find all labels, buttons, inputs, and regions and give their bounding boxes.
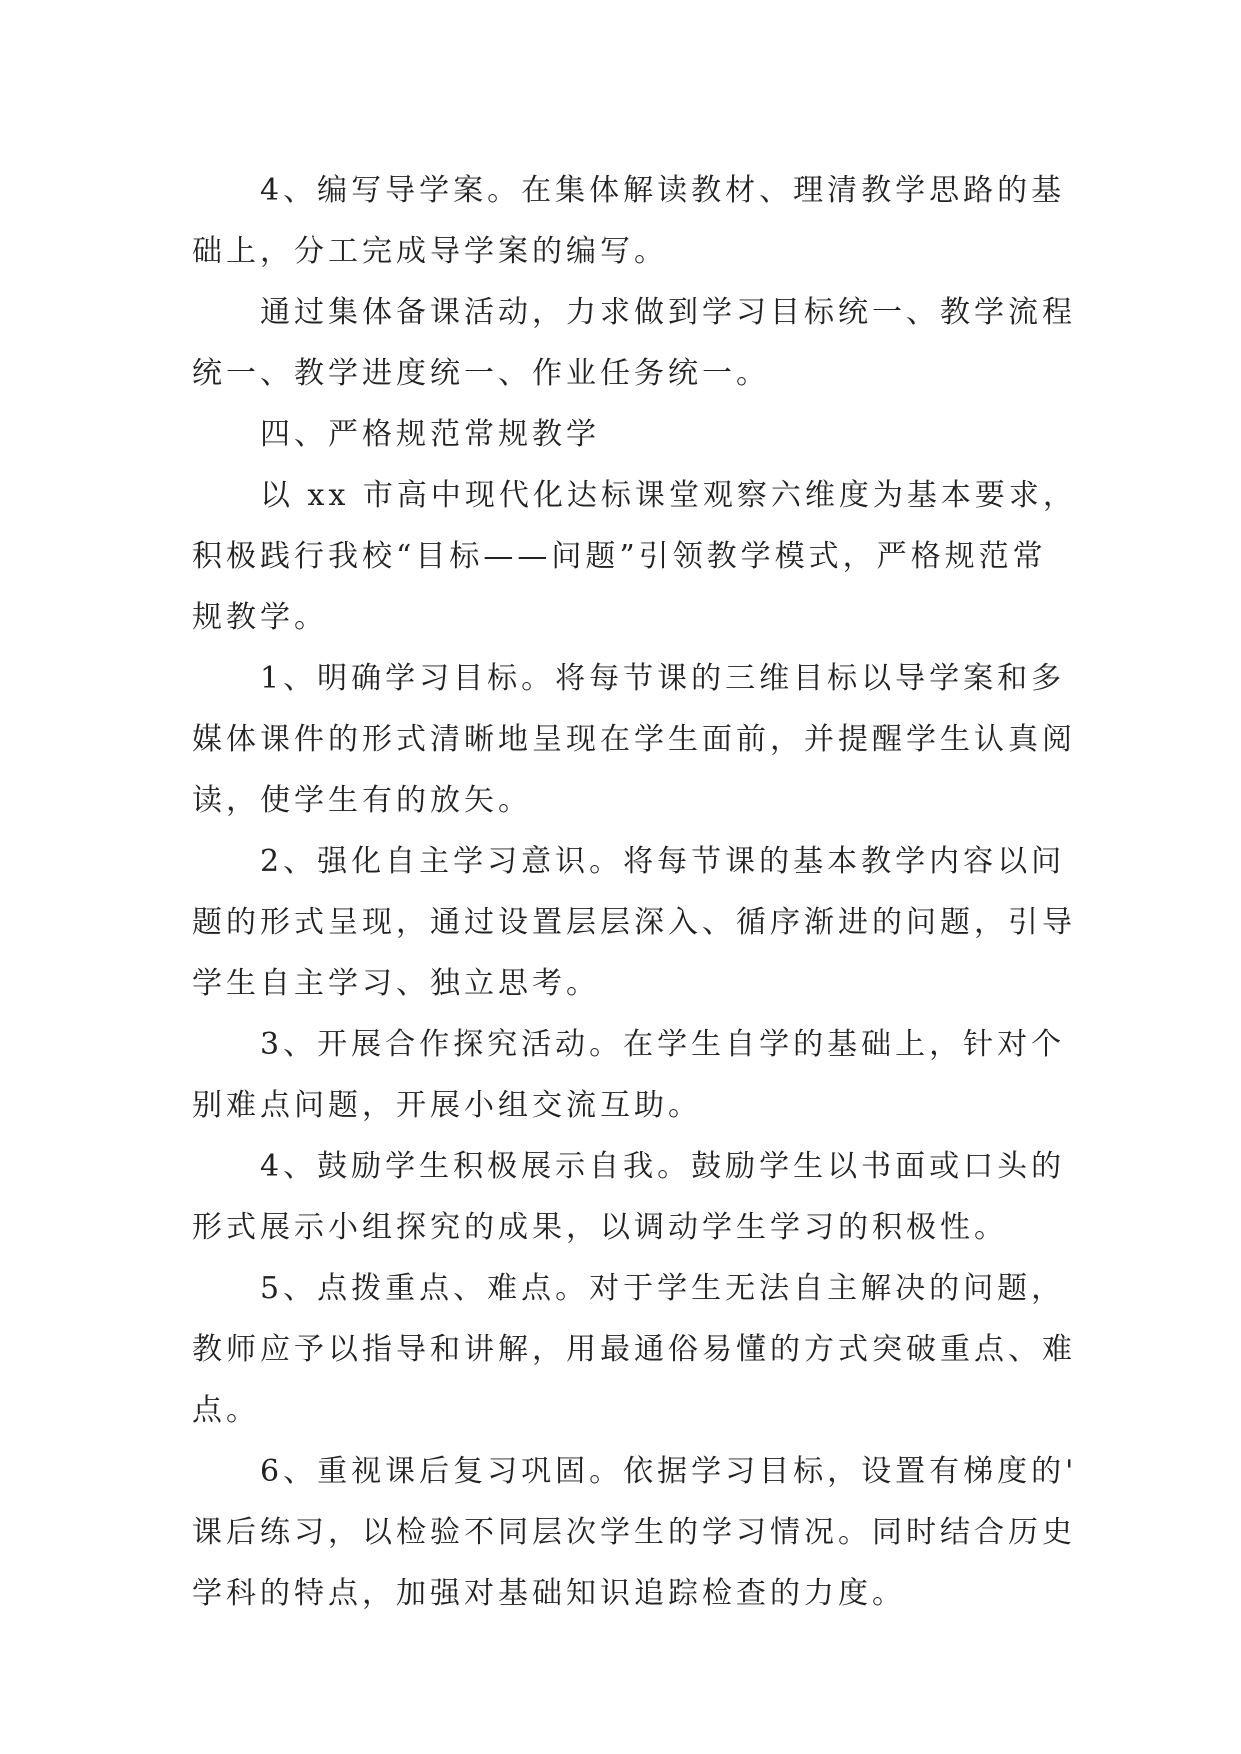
text-line: 4、鼓励学生积极展示自我。鼓励学生以书面或口头的 [260,1149,1066,1184]
text-line: 课后练习，以检验不同层次学生的学习情况。同时结合历史 [192,1515,1076,1550]
paragraph-item-2 [192,831,1076,1014]
text-line: 形式展示小组探究的成果，以调动学生学习的积极性。 [192,1210,1008,1245]
text-line: 学科的特点，加强对基础知识追踪检查的力度。 [192,1576,906,1611]
text-line: 以 xx 市高中现代化达标课堂观察六维度为基本要求， [260,478,1077,513]
text-line: 6、重视课后复习巩固。依据学习目标，设置有梯度的' [260,1454,1078,1489]
text-line: 积极践行我校“目标——问题”引领教学模式，严格规范常 [192,539,1047,574]
text-line: 础上，分工完成导学案的编写。 [192,234,668,269]
text-line: 4、编写导学案。在集体解读教材、理清教学思路的基 [260,173,1066,208]
paragraph-collective-prep [192,282,1076,404]
section-heading [192,404,1048,465]
paragraph-item-6 [192,1441,1078,1624]
text-line: 题的形式呈现，通过设置层层深入、循序渐进的问题，引导 [192,905,1076,940]
text-line: 别难点问题，开展小组交流互助。 [192,1088,702,1123]
paragraph-item-4 [192,1136,1066,1258]
text-line: 点。 [192,1393,260,1428]
text-line: 统一、教学进度统一、作业任务统一。 [192,356,770,391]
text-line: 读，使学生有的放矢。 [192,783,532,818]
paragraph-item-5 [192,1258,1076,1441]
text-line: 5、点拨重点、难点。对于学生无法自主解决的问题， [260,1271,1066,1306]
text-line: 2、强化自主学习意识。将每节课的基本教学内容以问 [260,844,1066,879]
paragraph-lesson-plan [192,160,1066,282]
text-line: 教师应予以指导和讲解，用最通俗易懂的方式突破重点、难 [192,1332,1076,1367]
text-line: 学生自主学习、独立思考。 [192,966,600,1001]
paragraph-item-3 [192,1014,1066,1136]
text-line: 媒体课件的形式清晰地呈现在学生面前，并提醒学生认真阅 [192,722,1076,757]
document-body [192,160,1078,1624]
text-line: 1、明确学习目标。将每节课的三维目标以导学案和多 [260,661,1066,696]
heading-line: 四、严格规范常规教学 [260,417,600,452]
text-line: 3、开展合作探究活动。在学生自学的基础上，针对个 [260,1027,1066,1062]
paragraph-item-1 [192,648,1076,831]
paragraph-standards [192,465,1077,648]
text-line: 规教学。 [192,600,328,635]
text-line: 通过集体备课活动，力求做到学习目标统一、教学流程 [260,295,1076,330]
